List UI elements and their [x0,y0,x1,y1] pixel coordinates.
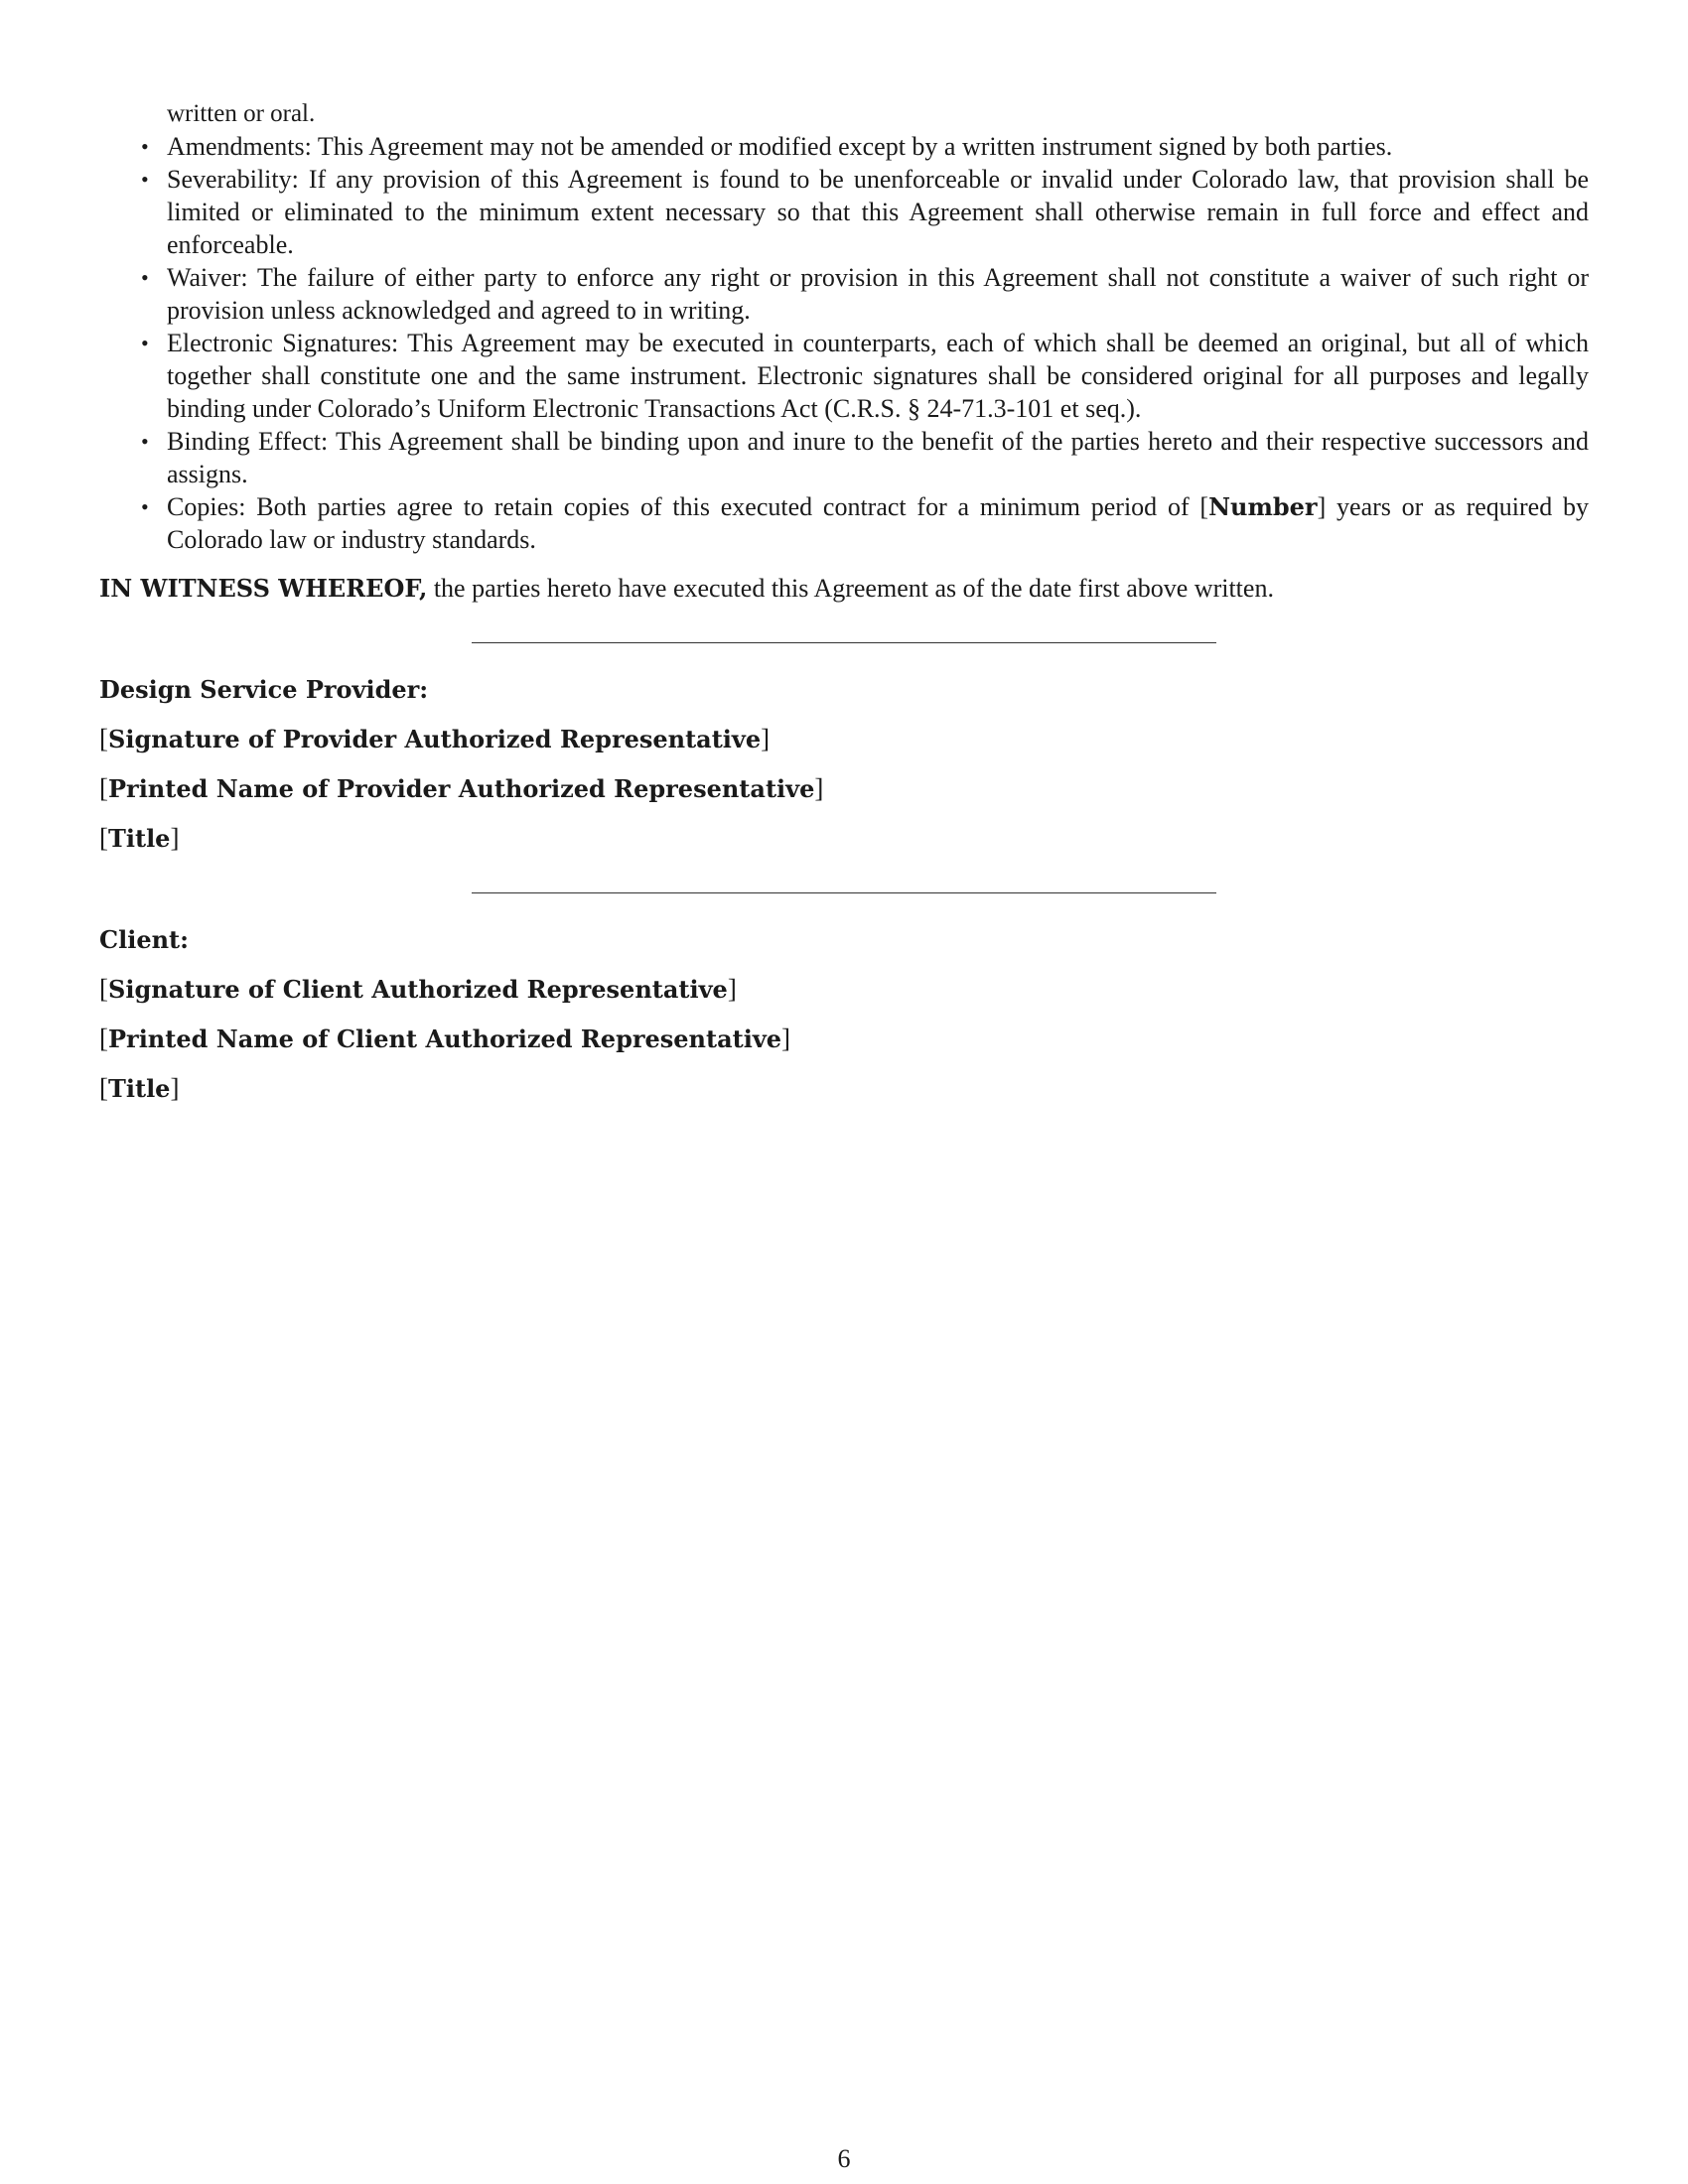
bracket-close: ] [1317,492,1327,521]
provisions-list [99,130,1589,556]
provision-text-after: years or as required by Colorado law or industry standards. [167,492,1589,554]
bullet-icon: • [141,265,149,290]
provision-text: Electronic Signatures: This Agreement may be executed in counterparts, each of which shall be deemed an original, but all of which together shall constitute one and the same instrument. Electronic signatures shall be considered original for all purposes and legally binding under Colorado’s Uniform Electronic Transactions Act (C.R.S. § 24-71.3-101 et seq.). [167,329,1589,423]
bracket-close: ] [727,974,737,1004]
bracket-open: [ [99,1073,108,1103]
document-page [99,97,1589,1105]
bullet-icon: • [141,134,149,159]
client-title-field [99,1072,1589,1105]
signature-line [472,892,1216,893]
bracket-close: ] [814,773,824,803]
provider-printed-name-placeholder: Printed Name of Provider Authorized Representative [108,774,815,803]
number-placeholder: Number [1208,492,1318,521]
list-item-severability [141,163,1589,261]
client-printed-name-field [99,1023,1589,1055]
provider-signature-block [99,642,1589,855]
client-party-label: Client: [99,925,189,954]
list-item-amendments [141,130,1589,163]
provision-text-before: Copies: Both parties agree to retain copies of this executed contract for a minimum period of [167,492,1200,521]
witness-text: the parties hereto have executed this Agreement as of the date first above written. [427,574,1274,603]
provider-party-label: Design Service Provider: [99,675,429,704]
bracket-close: ] [170,1073,180,1103]
bracket-close: ] [170,823,180,853]
list-item-electronic-signatures [141,327,1589,425]
bullet-icon: • [141,331,149,355]
list-item-binding-effect [141,425,1589,490]
provision-text: Severability: If any provision of this Agreement is found to be unenforceable or invalid under Colorado law, that provision shall be limited or eliminated to the minimum extent necessary so that this Agreement shall otherwise remain in full force and effect and enforceable. [167,165,1589,259]
client-signature-placeholder: Signature of Client Authorized Representative [108,975,728,1004]
provider-signature-placeholder: Signature of Provider Authorized Representative [108,725,762,753]
provider-title-field [99,822,1589,855]
bullet-icon: • [141,494,149,519]
client-signature-field [99,973,1589,1006]
bracket-open: [ [99,1024,108,1053]
witness-clause [99,572,1589,605]
bracket-close: ] [761,724,771,753]
bracket-open: [ [99,773,108,803]
bracket-open: [ [99,724,108,753]
client-title-placeholder: Title [108,1074,171,1103]
client-printed-name-placeholder: Printed Name of Client Authorized Representative [108,1024,782,1053]
bracket-open: [ [99,823,108,853]
provider-printed-name-field [99,772,1589,805]
provision-text: Binding Effect: This Agreement shall be binding upon and inure to the benefit of the parties hereto and their respective successors and assigns. [167,427,1589,488]
bullet-icon: • [141,167,149,192]
bracket-close: ] [781,1024,791,1053]
bullet-icon: • [141,429,149,454]
provision-text: Waiver: The failure of either party to enforce any right or provision in this Agreement shall not constitute a waiver of such right or provision unless acknowledged and agreed to in writing. [167,263,1589,325]
witness-lead: IN WITNESS WHEREOF, [99,574,428,603]
continued-paragraph: written or oral. [167,100,316,127]
provider-signature-field [99,723,1589,755]
bracket-open: [ [1199,492,1209,521]
bracket-open: [ [99,974,108,1004]
client-signature-block [99,892,1589,1105]
list-item-waiver [141,261,1589,327]
provider-title-placeholder: Title [108,824,171,853]
list-item-copies [141,490,1589,556]
provision-text: Amendments: This Agreement may not be amended or modified except by a written instrument signed by both parties. [167,132,1393,161]
page-number: 6 [837,2144,851,2173]
signature-line [472,642,1216,643]
